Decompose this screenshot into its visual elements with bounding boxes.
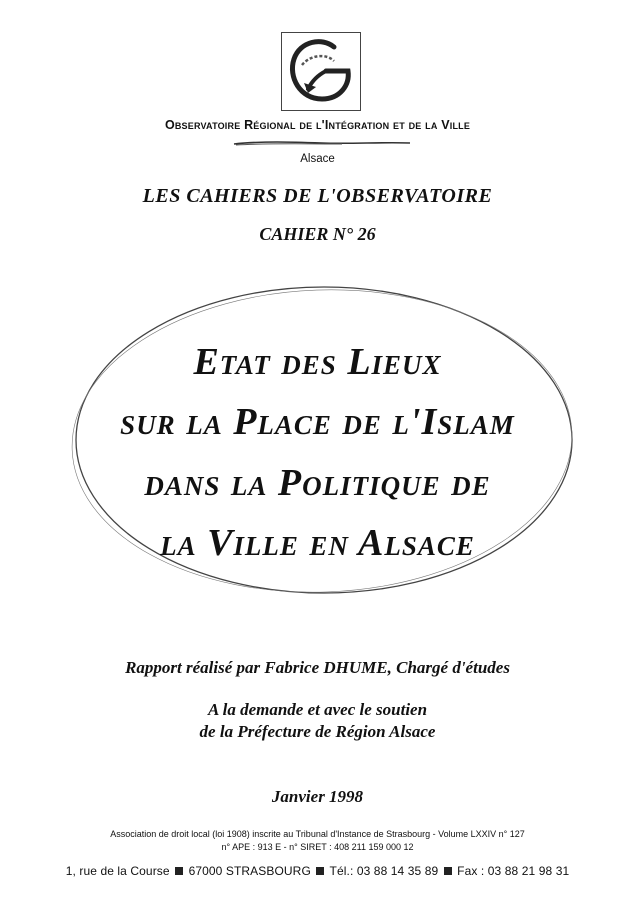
request-line-2: de la Préfecture de Région Alsace xyxy=(199,722,436,741)
title-line-3: dans la Politique de xyxy=(144,462,491,504)
square-bullet-icon xyxy=(444,867,452,875)
city-address: 67000 STRASBOURG xyxy=(188,864,311,878)
square-bullet-icon xyxy=(316,867,324,875)
g-arrow-logo-icon xyxy=(282,33,360,110)
square-bullet-icon xyxy=(175,867,183,875)
phone-number: Tél.: 03 88 14 35 89 xyxy=(329,864,439,878)
organization-name: Observatoire Régional de l'Intégration et de la Ville xyxy=(164,118,471,132)
region-label: Alsace xyxy=(300,153,335,165)
title-line-2: sur la Place de l'Islam xyxy=(120,401,515,443)
publication-date: Janvier 1998 xyxy=(271,787,364,806)
title-line-4: la Ville en Alsace xyxy=(160,522,475,564)
fax-number: Fax : 03 88 21 98 31 xyxy=(457,864,570,878)
logo xyxy=(281,32,361,111)
street-address: 1, rue de la Course xyxy=(65,864,170,878)
title-line-1: Etat des Lieux xyxy=(193,341,442,383)
series-title: LES CAHIERS DE L'OBSERVATOIRE xyxy=(142,185,493,207)
author-line: Rapport réalisé par Fabrice DHUME, Chargé d'études xyxy=(125,658,510,677)
legal-line-2: n° APE : 913 E - n° SIRET : 408 211 159 000 12 xyxy=(221,842,414,852)
decorative-rule xyxy=(232,140,412,146)
contact-line xyxy=(0,864,635,878)
legal-line-1: Association de droit local (loi 1908) inscrite au Tribunal d'Instance de Strasbourg - Volume LXXIV n° 127 xyxy=(110,829,525,839)
request-line-1: A la demande et avec le soutien xyxy=(207,700,428,719)
issue-number: CAHIER N° 26 xyxy=(259,224,376,244)
